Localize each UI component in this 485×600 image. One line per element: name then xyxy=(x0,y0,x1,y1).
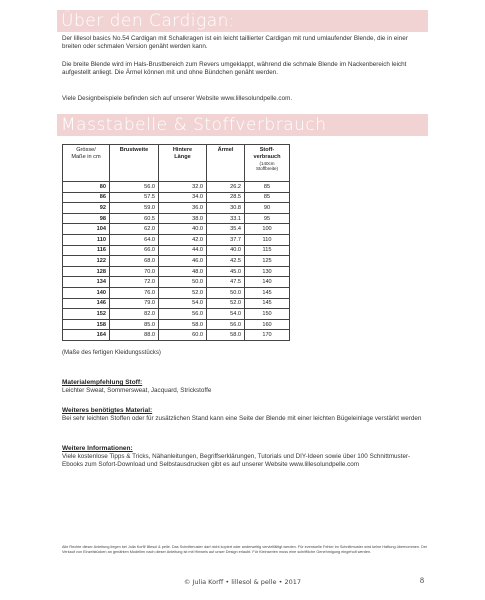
header-size xyxy=(63,145,110,182)
cell-bust: 76.0 xyxy=(110,287,159,298)
cell-back-length: 32.0 xyxy=(159,182,207,193)
header-back-line1: Hintere xyxy=(172,147,193,153)
about-paragraph-3: Viele Designbeispiele befinden sich auf unserer Website www.lillesolundpelle.com. xyxy=(62,95,293,102)
material-section xyxy=(62,379,428,395)
table-row xyxy=(63,330,290,341)
cell-bust: 59.0 xyxy=(110,203,159,214)
table-row xyxy=(63,182,290,193)
cell-bust: 60.5 xyxy=(110,213,159,224)
cell-bust: 79.0 xyxy=(110,298,159,309)
cell-size: 110 xyxy=(63,234,110,245)
cell-bust: 66.0 xyxy=(110,245,159,256)
cell-size: 98 xyxy=(63,213,110,224)
cell-size: 158 xyxy=(63,319,110,330)
cell-size: 140 xyxy=(63,287,110,298)
size-table xyxy=(62,144,290,341)
cell-bust: 85.0 xyxy=(110,319,159,330)
extra-material-section xyxy=(62,407,428,423)
cell-back-length: 56.0 xyxy=(159,309,207,320)
cell-fabric: 85 xyxy=(245,192,290,203)
section-title-about: Über den Cardigan: xyxy=(61,11,236,31)
header-fabric xyxy=(245,145,290,182)
section-header-about xyxy=(57,10,428,32)
cell-fabric: 150 xyxy=(245,309,290,320)
about-paragraph-1: Der lillesol basics No.54 Cardigan mit Schalkragen ist ein leicht taillierter Cardigan mit rund umlaufender Blende, die in einer breiten oder schmalen Version genäht werden kann. xyxy=(62,35,408,51)
cell-fabric: 160 xyxy=(245,319,290,330)
cell-bust: 56.0 xyxy=(110,182,159,193)
info-text: Viele kostenlose Tipps & Tricks, Nähanleitungen, Begriffserklärungen, Tutorials und DIY-Ideen sowie über 100 Schnittmuster-Ebooks zum Sofort-Download und Selbstausdrucken gibt es auf unserer Website www.lillesolundpelle.com xyxy=(62,453,411,469)
table-row xyxy=(63,192,290,203)
table-row xyxy=(63,245,290,256)
section-title-size-chart: Masstabelle & Stoffverbrauch xyxy=(61,115,327,135)
cell-back-length: 46.0 xyxy=(159,256,207,267)
cell-back-length: 40.0 xyxy=(159,224,207,235)
extra-material-text: Bei sehr leichten Stoffen oder für zusätzlichen Stand kann eine Seite der Blende mit einer leichten Bügeleinlage verstärkt werden xyxy=(62,415,422,423)
cell-bust: 82.0 xyxy=(110,309,159,320)
cell-sleeve: 33.1 xyxy=(207,213,245,224)
cell-sleeve: 28.5 xyxy=(207,192,245,203)
cell-fabric: 125 xyxy=(245,256,290,267)
legal-notice: Alle Rechte dieser Anleitung liegen bei Julia Korff/ lillesol & pelle. Das Schnittmuster darf nicht kopiert oder anderweitig vervielfältigt werden. Für eventuelle Fehler im Schnittmuster wird keine Haftung übernommen. Der Verkauf von Einzelstücken an genähten Modellen nach dieser Anleitung ist mit Hinweis auf unser Design erlaubt. Für Kleinserien muss eine schriftliche Genehmigung eingeholt werden. xyxy=(62,545,428,555)
info-section xyxy=(62,445,428,470)
cell-back-length: 36.0 xyxy=(159,203,207,214)
cell-back-length: 42.0 xyxy=(159,234,207,245)
table-row xyxy=(63,287,290,298)
table-row xyxy=(63,309,290,320)
header-sleeve: Ärmel xyxy=(207,145,245,182)
cell-sleeve: 58.0 xyxy=(207,330,245,341)
cell-sleeve: 42.5 xyxy=(207,256,245,267)
cell-sleeve: 45.0 xyxy=(207,266,245,277)
table-note: (Maße des fertigen Kleidungsstücks) xyxy=(62,349,161,356)
cell-bust: 88.0 xyxy=(110,330,159,341)
cell-sleeve: 56.0 xyxy=(207,319,245,330)
cell-bust: 68.0 xyxy=(110,256,159,267)
header-bust: Brustweite xyxy=(110,145,159,182)
cell-sleeve: 30.8 xyxy=(207,203,245,214)
cell-sleeve: 47.5 xyxy=(207,277,245,288)
table-row xyxy=(63,298,290,309)
info-heading: Weitere Informationen: xyxy=(62,445,133,452)
cell-fabric: 85 xyxy=(245,182,290,193)
header-back-length xyxy=(159,145,207,182)
cell-fabric: 100 xyxy=(245,224,290,235)
cell-bust: 57.5 xyxy=(110,192,159,203)
header-fabric-note: (140cm Stoffbreite) xyxy=(256,161,278,171)
cell-back-length: 48.0 xyxy=(159,266,207,277)
about-paragraph-2: Die breite Blende wird im Hals-Brustbereich zum Revers umgeklappt, während die schmale Blende im Nackenbereich leicht aufgestellt anliegt. Die Ärmel können mit und ohne Bündchen genäht werden. xyxy=(62,61,407,77)
header-size-line1: Grösse/ xyxy=(76,147,96,153)
cell-bust: 72.0 xyxy=(110,277,159,288)
cell-bust: 62.0 xyxy=(110,224,159,235)
cell-back-length: 34.0 xyxy=(159,192,207,203)
cell-size: 104 xyxy=(63,224,110,235)
cell-size: 86 xyxy=(63,192,110,203)
cell-size: 164 xyxy=(63,330,110,341)
cell-sleeve: 54.0 xyxy=(207,309,245,320)
cell-size: 152 xyxy=(63,309,110,320)
cell-bust: 64.0 xyxy=(110,234,159,245)
table-row xyxy=(63,224,290,235)
table-row xyxy=(63,203,290,214)
cell-sleeve: 40.0 xyxy=(207,245,245,256)
cell-fabric: 110 xyxy=(245,234,290,245)
table-row xyxy=(63,213,290,224)
header-size-line2: Maße in cm xyxy=(71,153,101,160)
page-number: 8 xyxy=(420,576,424,585)
cell-fabric: 145 xyxy=(245,287,290,298)
cell-back-length: 50.0 xyxy=(159,277,207,288)
cell-fabric: 95 xyxy=(245,213,290,224)
table-header-row xyxy=(63,145,290,182)
cell-size: 128 xyxy=(63,266,110,277)
cell-back-length: 44.0 xyxy=(159,245,207,256)
table-row xyxy=(63,256,290,267)
cell-back-length: 38.0 xyxy=(159,213,207,224)
cell-back-length: 60.0 xyxy=(159,330,207,341)
cell-sleeve: 50.0 xyxy=(207,287,245,298)
cell-fabric: 170 xyxy=(245,330,290,341)
cell-size: 122 xyxy=(63,256,110,267)
table-row xyxy=(63,234,290,245)
header-back-line2: Länge xyxy=(174,153,191,160)
cell-size: 116 xyxy=(63,245,110,256)
cell-size: 134 xyxy=(63,277,110,288)
cell-fabric: 90 xyxy=(245,203,290,214)
header-fabric-line1: Stoff- xyxy=(259,147,275,153)
cell-fabric: 140 xyxy=(245,277,290,288)
material-heading: Materialempfehlung Stoff: xyxy=(62,379,143,386)
cell-bust: 70.0 xyxy=(110,266,159,277)
material-text: Leichter Sweat, Sommersweat, Jacquard, Strickstoffe xyxy=(62,387,212,395)
cell-size: 80 xyxy=(63,182,110,193)
table-row xyxy=(63,277,290,288)
table-row xyxy=(63,266,290,277)
cell-fabric: 145 xyxy=(245,298,290,309)
cell-fabric: 115 xyxy=(245,245,290,256)
footer-credit: © Julia Korff • lillesol & pelle • 2017 xyxy=(183,578,302,586)
cell-sleeve: 37.7 xyxy=(207,234,245,245)
cell-fabric: 130 xyxy=(245,266,290,277)
cell-size: 146 xyxy=(63,298,110,309)
cell-back-length: 52.0 xyxy=(159,287,207,298)
table-row xyxy=(63,319,290,330)
header-fabric-line2: verbrauch xyxy=(253,153,281,160)
cell-size: 92 xyxy=(63,203,110,214)
section-header-size-chart xyxy=(57,114,428,136)
cell-sleeve: 26.2 xyxy=(207,182,245,193)
cell-back-length: 58.0 xyxy=(159,319,207,330)
extra-material-heading: Weiteres benötigtes Material: xyxy=(62,407,153,414)
cell-sleeve: 35.4 xyxy=(207,224,245,235)
cell-sleeve: 52.0 xyxy=(207,298,245,309)
cell-back-length: 54.0 xyxy=(159,298,207,309)
